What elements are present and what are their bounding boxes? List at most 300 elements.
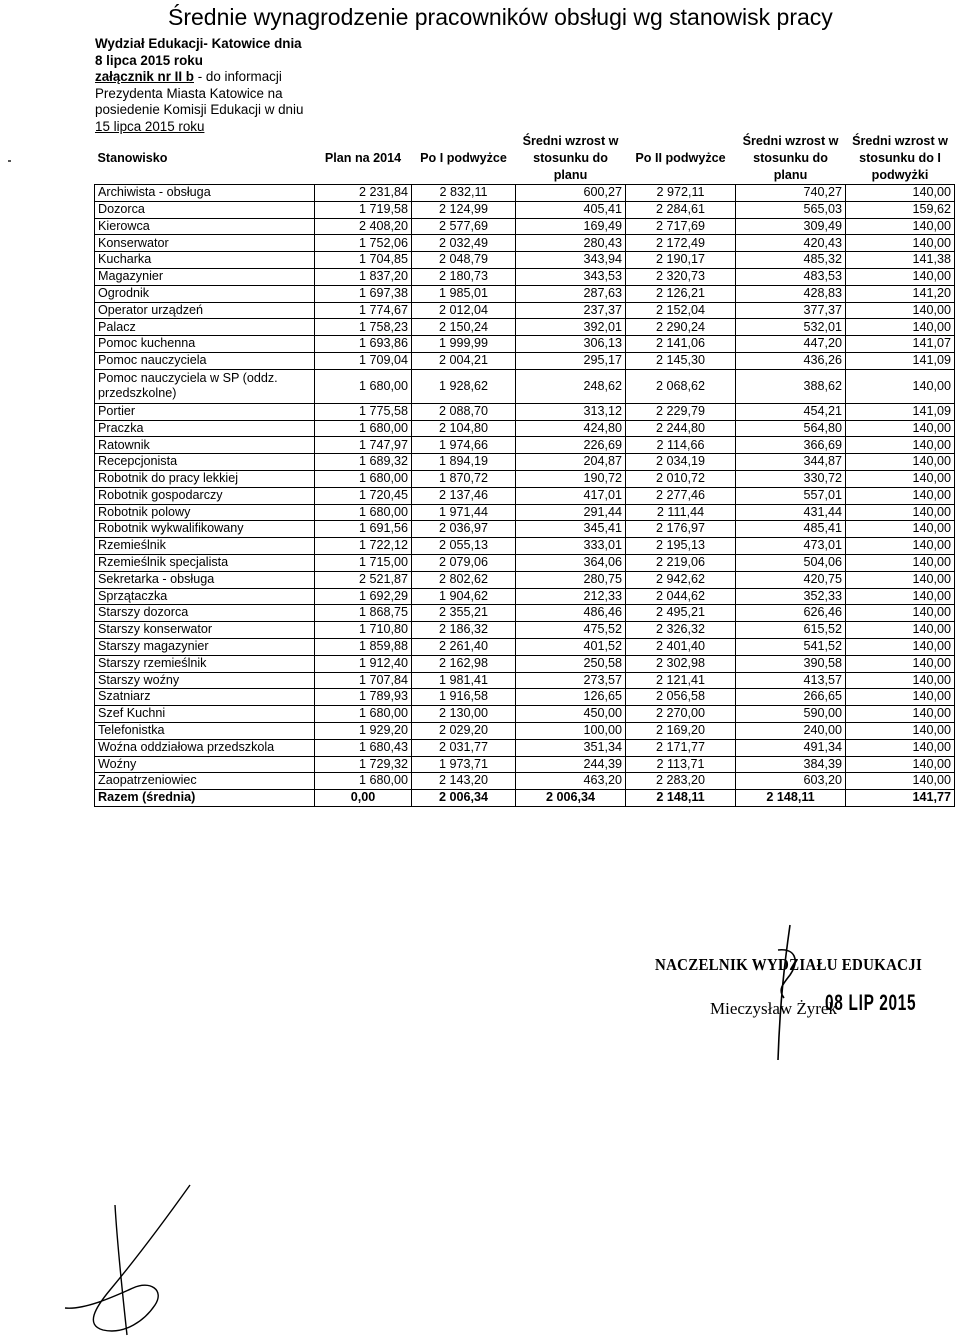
position-name-cell: Szatniarz (95, 689, 315, 706)
value-cell: 2 408,20 (315, 218, 412, 235)
value-cell: 2 169,20 (626, 722, 736, 739)
value-cell: 2 171,77 (626, 739, 736, 756)
value-cell: 424,80 (516, 420, 626, 437)
value-cell: 1 789,93 (315, 689, 412, 706)
value-cell: 2 190,17 (626, 252, 736, 269)
value-cell: 2 150,24 (412, 319, 516, 336)
value-cell: 140,00 (846, 605, 955, 622)
value-cell: 431,44 (736, 504, 846, 521)
value-cell: 140,00 (846, 588, 955, 605)
value-cell: 2 172,49 (626, 235, 736, 252)
value-cell: 343,94 (516, 252, 626, 269)
value-cell: 313,12 (516, 403, 626, 420)
value-cell: 1 680,00 (315, 706, 412, 723)
column-header: Po I podwyżce (420, 151, 507, 165)
value-cell: 1 981,41 (412, 672, 516, 689)
value-cell: 557,01 (736, 487, 846, 504)
table-row (95, 218, 955, 235)
value-cell: 2 056,58 (626, 689, 736, 706)
value-cell: 2 284,61 (626, 201, 736, 218)
table-row (95, 773, 955, 790)
value-cell: 428,83 (736, 285, 846, 302)
value-cell: 140,00 (846, 672, 955, 689)
value-cell: 2 401,40 (626, 638, 736, 655)
table-row (95, 538, 955, 555)
value-cell: 140,00 (846, 470, 955, 487)
column-header: Po II podwyżce (635, 151, 726, 165)
value-cell: 226,69 (516, 437, 626, 454)
value-cell: 436,26 (736, 352, 846, 369)
position-name-cell: Starszy konserwator (95, 622, 315, 639)
value-cell: 1 752,06 (315, 235, 412, 252)
value-cell: 333,01 (516, 538, 626, 555)
position-name-cell: Operator urządzeń (95, 302, 315, 319)
value-cell: 485,32 (736, 252, 846, 269)
value-cell: 2 283,20 (626, 773, 736, 790)
value-cell: 244,39 (516, 756, 626, 773)
value-cell: 1 912,40 (315, 655, 412, 672)
value-cell: 2 261,40 (412, 638, 516, 655)
value-cell: 2 290,24 (626, 319, 736, 336)
table-row (95, 504, 955, 521)
value-cell: 1 774,67 (315, 302, 412, 319)
value-cell: 140,00 (846, 739, 955, 756)
column-header: Średni wzrost w stosunku do planu (742, 134, 839, 182)
value-cell: 1 729,32 (315, 756, 412, 773)
value-cell: 2 326,32 (626, 622, 736, 639)
value-cell: 392,01 (516, 319, 626, 336)
value-cell: 141,09 (846, 403, 955, 420)
value-cell: 2 355,21 (412, 605, 516, 622)
value-cell: 626,46 (736, 605, 846, 622)
value-cell: 140,00 (846, 638, 955, 655)
value-cell: 2 176,97 (626, 521, 736, 538)
value-cell: 485,41 (736, 521, 846, 538)
value-cell: 2 302,98 (626, 655, 736, 672)
table-row (95, 487, 955, 504)
table-row (95, 655, 955, 672)
value-cell: 140,00 (846, 268, 955, 285)
total-value-cell: 141,77 (846, 790, 955, 807)
value-cell: 1 680,00 (315, 504, 412, 521)
value-cell: 140,00 (846, 235, 955, 252)
value-cell: 473,01 (736, 538, 846, 555)
value-cell: 248,62 (516, 369, 626, 403)
value-cell: 140,00 (846, 504, 955, 521)
value-cell: 140,00 (846, 521, 955, 538)
value-cell: 266,65 (736, 689, 846, 706)
value-cell: 1 715,00 (315, 554, 412, 571)
value-cell: 140,00 (846, 689, 955, 706)
table-row (95, 369, 955, 403)
value-cell: 2 145,30 (626, 352, 736, 369)
position-name-cell: Palacz (95, 319, 315, 336)
value-cell: 345,41 (516, 521, 626, 538)
value-cell: 140,00 (846, 554, 955, 571)
value-cell: 2 270,00 (626, 706, 736, 723)
value-cell: 1 722,12 (315, 538, 412, 555)
value-cell: 541,52 (736, 638, 846, 655)
table-row (95, 437, 955, 454)
value-cell: 1 697,38 (315, 285, 412, 302)
position-name-cell: Pomoc nauczyciela (95, 352, 315, 369)
table-row (95, 622, 955, 639)
value-cell: 190,72 (516, 470, 626, 487)
stamp-name: Mieczysław Żyrek (710, 999, 837, 1018)
table-row (95, 689, 955, 706)
value-cell: 1 904,62 (412, 588, 516, 605)
value-cell: 2 032,49 (412, 235, 516, 252)
value-cell: 287,63 (516, 285, 626, 302)
table-row (95, 454, 955, 471)
total-value-cell: 2 148,11 (736, 790, 846, 807)
value-cell: 2 113,71 (626, 756, 736, 773)
value-cell: 2 114,66 (626, 437, 736, 454)
header-note-line5: posiedenie Komisji Edukacji w dniu (95, 102, 304, 118)
value-cell: 1 720,45 (315, 487, 412, 504)
table-row (95, 672, 955, 689)
value-cell: 140,00 (846, 655, 955, 672)
value-cell: 140,00 (846, 538, 955, 555)
value-cell: 564,80 (736, 420, 846, 437)
total-value-cell: 2 006,34 (412, 790, 516, 807)
value-cell: 280,43 (516, 235, 626, 252)
total-value-cell: 2 148,11 (626, 790, 736, 807)
value-cell: 280,75 (516, 571, 626, 588)
value-cell: 2 044,62 (626, 588, 736, 605)
value-cell: 1 680,43 (315, 739, 412, 756)
value-cell: 2 121,41 (626, 672, 736, 689)
value-cell: 1 916,58 (412, 689, 516, 706)
value-cell: 1 758,23 (315, 319, 412, 336)
table-row (95, 268, 955, 285)
value-cell: 486,46 (516, 605, 626, 622)
value-cell: 141,09 (846, 352, 955, 369)
value-cell: 2 010,72 (626, 470, 736, 487)
stamp-title: NACZELNIK WYDZIAŁU EDUKACJI (655, 955, 923, 974)
position-name-cell: Praczka (95, 420, 315, 437)
value-cell: 740,27 (736, 185, 846, 202)
value-cell: 1 692,29 (315, 588, 412, 605)
value-cell: 2 048,79 (412, 252, 516, 269)
value-cell: 352,33 (736, 588, 846, 605)
value-cell: 2 180,73 (412, 268, 516, 285)
header-note-line4: Prezydenta Miasta Katowice na (95, 85, 283, 101)
value-cell: 450,00 (516, 706, 626, 723)
table-row (95, 302, 955, 319)
value-cell: 2 152,04 (626, 302, 736, 319)
value-cell: 273,57 (516, 672, 626, 689)
header-note-line1: Wydział Edukacji- Katowice dnia (95, 36, 302, 51)
value-cell: 2 195,13 (626, 538, 736, 555)
value-cell: 401,52 (516, 638, 626, 655)
value-cell: 417,01 (516, 487, 626, 504)
position-name-cell: Szef Kuchni (95, 706, 315, 723)
position-name-cell: Konserwator (95, 235, 315, 252)
value-cell: 1 680,00 (315, 420, 412, 437)
position-name-cell: Portier (95, 403, 315, 420)
column-header: Średni wzrost w stosunku do planu (522, 134, 619, 182)
position-name-cell: Woźna oddziałowa przedszkola (95, 739, 315, 756)
value-cell: 1 704,85 (315, 252, 412, 269)
value-cell: 204,87 (516, 454, 626, 471)
position-name-cell: Starszy rzemieślnik (95, 655, 315, 672)
value-cell: 351,34 (516, 739, 626, 756)
value-cell: 1 859,88 (315, 638, 412, 655)
value-cell: 2 141,06 (626, 336, 736, 353)
value-cell: 1 971,44 (412, 504, 516, 521)
value-cell: 240,00 (736, 722, 846, 739)
value-cell: 454,21 (736, 403, 846, 420)
value-cell: 1 928,62 (412, 369, 516, 403)
value-cell: 504,06 (736, 554, 846, 571)
position-name-cell: Robotnik polowy (95, 504, 315, 521)
handwritten-signature (55, 1180, 205, 1340)
value-cell: 309,49 (736, 218, 846, 235)
position-name-cell: Telefonistka (95, 722, 315, 739)
header-note-line2: 8 lipca 2015 roku (95, 52, 203, 68)
value-cell: 140,00 (846, 706, 955, 723)
value-cell: 1 710,80 (315, 622, 412, 639)
value-cell: 1 693,86 (315, 336, 412, 353)
value-cell: 2 832,11 (412, 185, 516, 202)
value-cell: 2 088,70 (412, 403, 516, 420)
value-cell: 2 231,84 (315, 185, 412, 202)
value-cell: 2 126,21 (626, 285, 736, 302)
value-cell: 1 709,04 (315, 352, 412, 369)
value-cell: 2 495,21 (626, 605, 736, 622)
value-cell: 2 068,62 (626, 369, 736, 403)
value-cell: 2 942,62 (626, 571, 736, 588)
table-row (95, 352, 955, 369)
position-name-cell: Pomoc nauczyciela w SP (oddz. przedszkolne) (95, 369, 315, 403)
total-label-cell: Razem (średnia) (95, 790, 315, 807)
position-name-cell: Recepcjonista (95, 454, 315, 471)
value-cell: 169,49 (516, 218, 626, 235)
table-row (95, 470, 955, 487)
value-cell: 1 974,66 (412, 437, 516, 454)
value-cell: 615,52 (736, 622, 846, 639)
table-row (95, 185, 955, 202)
position-name-cell: Dozorca (95, 201, 315, 218)
value-cell: 212,33 (516, 588, 626, 605)
value-cell: 1 691,56 (315, 521, 412, 538)
value-cell: 2 802,62 (412, 571, 516, 588)
value-cell: 140,00 (846, 369, 955, 403)
position-name-cell: Robotnik do pracy lekkiej (95, 470, 315, 487)
header-note (95, 36, 335, 136)
value-cell: 532,01 (736, 319, 846, 336)
value-cell: 141,07 (846, 336, 955, 353)
position-name-cell: Rzemieślnik specjalista (95, 554, 315, 571)
position-name-cell: Starszy dozorca (95, 605, 315, 622)
value-cell: 364,06 (516, 554, 626, 571)
value-cell: 1 973,71 (412, 756, 516, 773)
value-cell: 2 055,13 (412, 538, 516, 555)
value-cell: 2 143,20 (412, 773, 516, 790)
value-cell: 1 985,01 (412, 285, 516, 302)
table-row (95, 201, 955, 218)
value-cell: 2 029,20 (412, 722, 516, 739)
value-cell: 447,20 (736, 336, 846, 353)
value-cell: 2 079,06 (412, 554, 516, 571)
value-cell: 384,39 (736, 756, 846, 773)
position-name-cell: Kucharka (95, 252, 315, 269)
table-row (95, 722, 955, 739)
date-stamp: 08 LIP 2015 (825, 990, 917, 1015)
value-cell: 2 162,98 (412, 655, 516, 672)
value-cell: 1 680,00 (315, 773, 412, 790)
value-cell: 140,00 (846, 302, 955, 319)
position-name-cell: Robotnik wykwalifikowany (95, 521, 315, 538)
table-row (95, 571, 955, 588)
value-cell: 2 219,06 (626, 554, 736, 571)
value-cell: 140,00 (846, 319, 955, 336)
value-cell: 1 870,72 (412, 470, 516, 487)
value-cell: 1 929,20 (315, 722, 412, 739)
position-name-cell: Magazynier (95, 268, 315, 285)
value-cell: 1 680,00 (315, 470, 412, 487)
value-cell: 140,00 (846, 571, 955, 588)
value-cell: 390,58 (736, 655, 846, 672)
value-cell: 2 036,97 (412, 521, 516, 538)
position-name-cell: Zaopatrzeniowiec (95, 773, 315, 790)
value-cell: 140,00 (846, 454, 955, 471)
position-name-cell: Ogrodnik (95, 285, 315, 302)
value-cell: 140,00 (846, 773, 955, 790)
position-name-cell: Kierowca (95, 218, 315, 235)
table-row (95, 252, 955, 269)
column-header: Stanowisko (97, 151, 168, 165)
value-cell: 1 837,20 (315, 268, 412, 285)
value-cell: 140,00 (846, 218, 955, 235)
table-row (95, 403, 955, 420)
salary-table (94, 133, 955, 807)
table-row (95, 420, 955, 437)
value-cell: 2 104,80 (412, 420, 516, 437)
value-cell: 343,53 (516, 268, 626, 285)
total-value-cell: 2 006,34 (516, 790, 626, 807)
value-cell: 420,43 (736, 235, 846, 252)
value-cell: 306,13 (516, 336, 626, 353)
value-cell: 2 111,44 (626, 504, 736, 521)
value-cell: 140,00 (846, 420, 955, 437)
position-name-cell: Starszy magazynier (95, 638, 315, 655)
value-cell: 463,20 (516, 773, 626, 790)
table-row (95, 588, 955, 605)
value-cell: 2 244,80 (626, 420, 736, 437)
value-cell: 1 747,97 (315, 437, 412, 454)
value-cell: 2 229,79 (626, 403, 736, 420)
value-cell: 1 999,99 (412, 336, 516, 353)
value-cell: 140,00 (846, 185, 955, 202)
value-cell: 1 680,00 (315, 369, 412, 403)
value-cell: 140,00 (846, 756, 955, 773)
position-name-cell: Archiwista - obsługa (95, 185, 315, 202)
table-row (95, 739, 955, 756)
total-value-cell: 0,00 (315, 790, 412, 807)
table-row (95, 554, 955, 571)
header-note-line6: 15 lipca 2015 roku (95, 118, 205, 134)
value-cell: 2 031,77 (412, 739, 516, 756)
position-name-cell: Ratownik (95, 437, 315, 454)
table-row (95, 319, 955, 336)
value-cell: 420,75 (736, 571, 846, 588)
value-cell: 295,17 (516, 352, 626, 369)
table-row (95, 706, 955, 723)
table-row (95, 638, 955, 655)
value-cell: 2 124,99 (412, 201, 516, 218)
table-header-row (95, 133, 955, 185)
value-cell: 475,52 (516, 622, 626, 639)
column-header: Średni wzrost w stosunku do I podwyżki (852, 134, 948, 182)
value-cell: 2 717,69 (626, 218, 736, 235)
table-row (95, 285, 955, 302)
column-header: Plan na 2014 (324, 151, 402, 165)
table-row (95, 336, 955, 353)
page-title: Średnie wynagrodzenie pracowników obsługi wg stanowisk pracy (168, 4, 833, 30)
value-cell: 1 868,75 (315, 605, 412, 622)
value-cell: 491,34 (736, 739, 846, 756)
table-row (95, 235, 955, 252)
value-cell: 2 004,21 (412, 352, 516, 369)
value-cell: 600,27 (516, 185, 626, 202)
table-row (95, 521, 955, 538)
value-cell: 590,00 (736, 706, 846, 723)
value-cell: 2 130,00 (412, 706, 516, 723)
value-cell: 2 521,87 (315, 571, 412, 588)
value-cell: 140,00 (846, 487, 955, 504)
value-cell: 2 577,69 (412, 218, 516, 235)
value-cell: 1 689,32 (315, 454, 412, 471)
value-cell: 2 186,32 (412, 622, 516, 639)
value-cell: 413,57 (736, 672, 846, 689)
value-cell: 2 137,46 (412, 487, 516, 504)
position-name-cell: Sprzątaczka (95, 588, 315, 605)
value-cell: 2 012,04 (412, 302, 516, 319)
value-cell: 2 277,46 (626, 487, 736, 504)
position-name-cell: Pomoc kuchenna (95, 336, 315, 353)
value-cell: 330,72 (736, 470, 846, 487)
value-cell: 366,69 (736, 437, 846, 454)
value-cell: 377,37 (736, 302, 846, 319)
value-cell: 100,00 (516, 722, 626, 739)
value-cell: 140,00 (846, 622, 955, 639)
value-cell: 388,62 (736, 369, 846, 403)
value-cell: 603,20 (736, 773, 846, 790)
value-cell: 141,38 (846, 252, 955, 269)
value-cell: 1 775,58 (315, 403, 412, 420)
value-cell: 2 320,73 (626, 268, 736, 285)
value-cell: 159,62 (846, 201, 955, 218)
value-cell: 141,20 (846, 285, 955, 302)
value-cell: 291,44 (516, 504, 626, 521)
value-cell: 1 719,58 (315, 201, 412, 218)
position-name-cell: Rzemieślnik (95, 538, 315, 555)
value-cell: 2 972,11 (626, 185, 736, 202)
position-name-cell: Woźny (95, 756, 315, 773)
value-cell: 126,65 (516, 689, 626, 706)
value-cell: 140,00 (846, 437, 955, 454)
total-row (95, 790, 955, 807)
position-name-cell: Robotnik gospodarczy (95, 487, 315, 504)
table-row (95, 756, 955, 773)
value-cell: 405,41 (516, 201, 626, 218)
value-cell: 237,37 (516, 302, 626, 319)
position-name-cell: Sekretarka - obsługa (95, 571, 315, 588)
scan-speck (8, 160, 11, 162)
value-cell: 565,03 (736, 201, 846, 218)
